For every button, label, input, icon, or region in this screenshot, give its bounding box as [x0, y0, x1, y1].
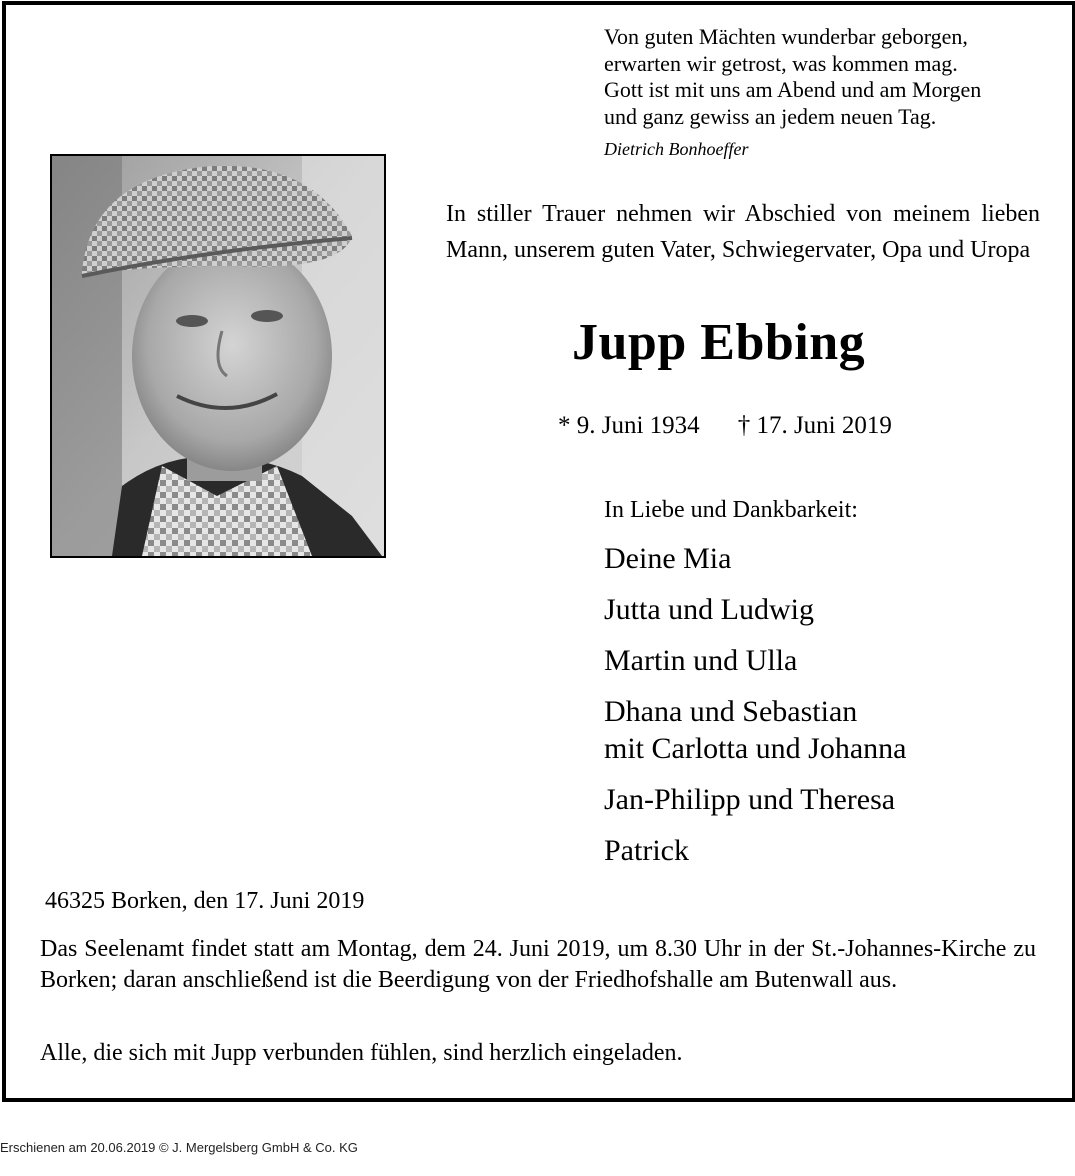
mourner-entry: [604, 540, 906, 577]
mourner-line: Patrick: [604, 834, 689, 867]
mourners-heading: In Liebe und Dankbarkeit:: [604, 497, 858, 523]
mourner-line: Jutta und Ludwig: [604, 593, 814, 626]
publication-footer: Erschienen am 20.06.2019 © J. Mergelsberg GmbH & Co. KG: [0, 1140, 358, 1155]
mourner-entry: [604, 781, 906, 818]
life-dates: [558, 412, 892, 440]
invitation: Alle, die sich mit Jupp verbunden fühlen, sind herzlich eingeladen.: [40, 1040, 683, 1066]
mourner-entry: [604, 693, 906, 767]
mourner-line: mit Carlotta und Johanna: [604, 732, 907, 765]
mourner-line: Deine Mia: [604, 542, 732, 575]
mourner-line: Jan-Philipp und Theresa: [604, 783, 896, 816]
portrait-photo: [50, 154, 386, 558]
mourner-line: Martin und Ulla: [604, 644, 798, 677]
poem-line: und ganz gewiss an jedem neuen Tag.: [604, 103, 937, 129]
poem-author: Dietrich Bonhoeffer: [604, 139, 749, 159]
funeral-notice: Das Seelenamt findet statt am Montag, dem 24. Juni 2019, um 8.30 Uhr in der St.-Johannes-Kirche zu Borken; daran anschließend ist die Beerdigung von der Friedhofshalle am Butenwall aus.: [40, 936, 1036, 993]
mourner-entry: [604, 832, 906, 869]
mourners-list: [604, 540, 906, 883]
poem-line: Gott ist mit uns am Abend und am Morgen: [604, 77, 982, 102]
mourner-entry: [604, 591, 906, 628]
deceased-name: Jupp Ebbing: [572, 314, 866, 371]
death-date: † 17. Juni 2019: [737, 412, 892, 439]
birth-date: * 9. Juni 1934: [558, 412, 700, 439]
mourner-line: Dhana und Sebastian: [604, 695, 858, 728]
poem: [604, 24, 981, 130]
poem-line: erwarten wir getrost, was kommen mag.: [604, 50, 958, 76]
poem-line: Von guten Mächten wunderbar geborgen,: [604, 24, 968, 49]
mourner-entry: [604, 642, 906, 679]
mourning-intro: In stiller Trauer nehmen wir Abschied von meinem lieben Mann, unserem guten Vater, Schwiegervater, Opa und Uropa: [446, 201, 1040, 263]
place-date: 46325 Borken, den 17. Juni 2019: [45, 888, 365, 914]
